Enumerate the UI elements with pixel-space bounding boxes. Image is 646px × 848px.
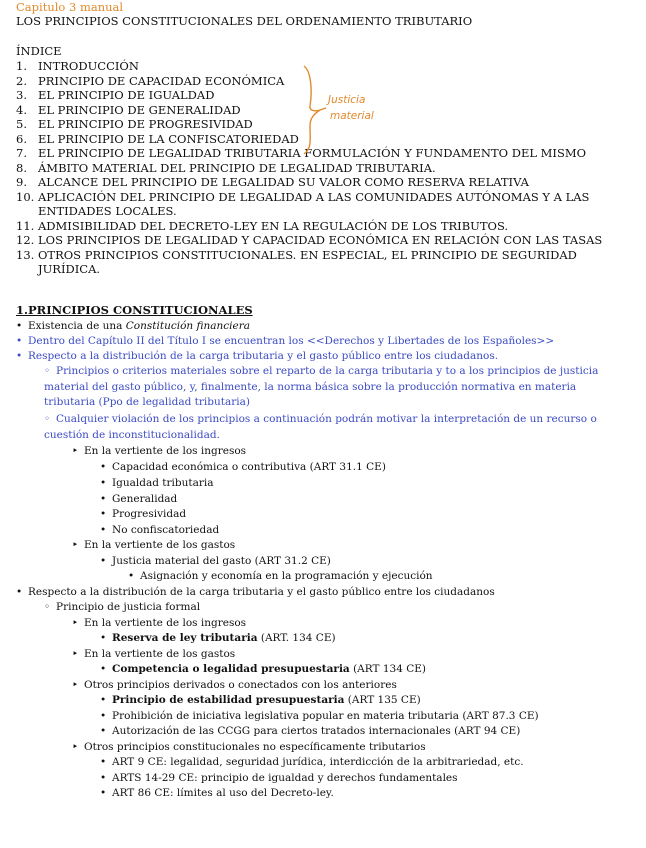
document-title: LOS PRINCIPIOS CONSTITUCIONALES DEL ORDENAMIENTO TRIBUTARIO <box>16 14 473 28</box>
list-item: ‣ En la vertiente de los ingresos <box>72 445 247 457</box>
list-item: • Reserva de ley tributaria (ART. 134 CE) <box>100 632 336 644</box>
index-item <box>16 161 636 176</box>
document-header <box>16 0 472 29</box>
list-item: • Existencia de una Constitución financiera <box>16 320 251 332</box>
index-item-text: INTRODUCCIÓN <box>38 59 139 73</box>
chapter-label: Capitulo 3 manual <box>16 0 124 14</box>
index-item-number: 1. <box>16 59 27 73</box>
list-item: • Respecto a la distribución de la carga tributaria y el gasto público entre los ciudadanos <box>16 586 495 598</box>
list-item: • Progresividad <box>100 508 187 520</box>
list-item: • Prohibición de iniciativa legislativa popular en materia tributaria (ART 87.3 CE) <box>100 710 539 722</box>
annotation-line-1: Justicia <box>328 94 366 106</box>
index-item-number: 6. <box>16 131 27 146</box>
index-title: ÍNDICE <box>16 44 62 58</box>
index-item-text: OTROS PRINCIPIOS CONSTITUCIONALES. EN ESPECIAL, EL PRINCIPIO DE SEGURIDAD JURÍDICA. <box>38 247 577 276</box>
list-item: • Justicia material del gasto (ART 31.2 CE) <box>100 555 331 567</box>
list-item: • Competencia o legalidad presupuestaria (ART 134 CE) <box>100 663 427 675</box>
index-item-number: 11. <box>16 218 35 233</box>
list-item: • Autorización de las CCGG para ciertos tratados internacionales (ART 94 CE) <box>100 725 521 737</box>
list-item: • ARTS 14-29 CE: principio de igualdad y derechos fundamentales <box>100 772 458 784</box>
index-item-number: 12. <box>16 233 35 247</box>
index-item-text: EL PRINCIPIO DE GENERALIDAD <box>38 102 241 117</box>
list-item: ‣ En la vertiente de los ingresos <box>72 617 247 629</box>
index-item-number: 13. <box>16 247 35 262</box>
index-item <box>16 248 636 277</box>
index-item-text: ÁMBITO MATERIAL DEL PRINCIPIO DE LEGALIDAD TRIBUTARIA. <box>38 160 436 175</box>
list-item: • Asignación y economía en la programación y ejecución <box>128 570 433 582</box>
list-item: ‣ En la vertiente de los gastos <box>72 539 236 551</box>
section-heading: 1.PRINCIPIOS CONSTITUCIONALES <box>16 303 253 317</box>
index-item <box>16 233 636 248</box>
list-item: • Igualdad tributaria <box>100 477 214 489</box>
list-item: • Capacidad económica o contributiva (ART 31.1 CE) <box>100 461 386 473</box>
index-item-number: 3. <box>16 88 27 102</box>
index-item-number: 10. <box>16 189 35 204</box>
index-item-text: EL PRINCIPIO DE IGUALDAD <box>38 88 215 102</box>
index-item-text: EL PRINCIPIO DE PROGRESIVIDAD <box>38 117 253 131</box>
list-item: ‣ Otros principios derivados o conectados con los anteriores <box>72 679 397 691</box>
index-item-text: ADMISIBILIDAD DEL DECRETO-LEY EN LA REGULACIÓN DE LOS TRIBUTOS. <box>38 218 509 233</box>
index-item <box>16 219 636 234</box>
list-item: ‣ En la vertiente de los gastos <box>72 648 236 660</box>
list-item: ‣ Otros principios constitucionales no específicamente tributarios <box>72 741 426 753</box>
annotation-line-2: material <box>330 110 374 122</box>
index-item-number: 7. <box>16 146 27 160</box>
list-item: ◦ Principio de justicia formal <box>44 601 201 613</box>
list-item: • ART 86 CE: límites al uso del Decreto-ley. <box>100 787 334 799</box>
index-item-number: 4. <box>16 102 27 117</box>
index-item-text: APLICACIÓN DEL PRINCIPIO DE LEGALIDAD A LAS COMUNIDADES AUTÓNOMAS Y A LAS ENTIDADES LOCALES. <box>38 189 590 218</box>
index-item-text: ALCANCE DEL PRINCIPIO DE LEGALIDAD SU VALOR COMO RESERVA RELATIVA <box>38 175 529 189</box>
index-item-text: EL PRINCIPIO DE LA CONFISCATORIEDAD <box>38 131 299 146</box>
index-item-number: 9. <box>16 175 27 189</box>
index-item <box>16 175 636 190</box>
index-item-number: 2. <box>16 73 27 88</box>
list-item: • Generalidad <box>100 493 178 505</box>
list-item: • ART 9 CE: legalidad, seguridad jurídica, interdicción de la arbitrariedad, etc. <box>100 756 524 768</box>
index-item <box>16 190 636 219</box>
index-item-text: EL PRINCIPIO DE LEGALIDAD TRIBUTARIA FORMULACIÓN Y FUNDAMENTO DEL MISMO <box>38 146 587 160</box>
index-item-text: PRINCIPIO DE CAPACIDAD ECONÓMICA <box>38 73 285 88</box>
handwritten-annotation <box>300 64 420 156</box>
list-item: ◦ Cualquier violación de los principios a continuación podrán motivar la interpretación de un recurso o cuestión de inconstitucionalidad. <box>44 413 597 441</box>
list-item: • Principio de estabilidad presupuestaria (ART 135 CE) <box>100 694 421 706</box>
index-item-number: 8. <box>16 160 27 175</box>
index-item-text: LOS PRINCIPIOS DE LEGALIDAD Y CAPACIDAD ECONÓMICA EN RELACIÓN CON LAS TASAS <box>38 233 603 247</box>
list-item: • No confiscatoriedad <box>100 524 220 536</box>
list-item: ◦ Principios o criterios materiales sobre el reparto de la carga tributaria y to a los principios de justicia material del gasto público, y, finalmente, la norma básica sobre la producción normativa en materia tributaria (Ppo de legalidad tributaria) <box>44 365 599 408</box>
list-item: • Respecto a la distribución de la carga tributaria y el gasto público entre los ciudadanos. <box>16 350 499 362</box>
list-item: • Dentro del Capítulo II del Título I se encuentran los <<Derechos y Libertades de los Españoles>> <box>16 335 555 347</box>
index-item-number: 5. <box>16 117 27 131</box>
